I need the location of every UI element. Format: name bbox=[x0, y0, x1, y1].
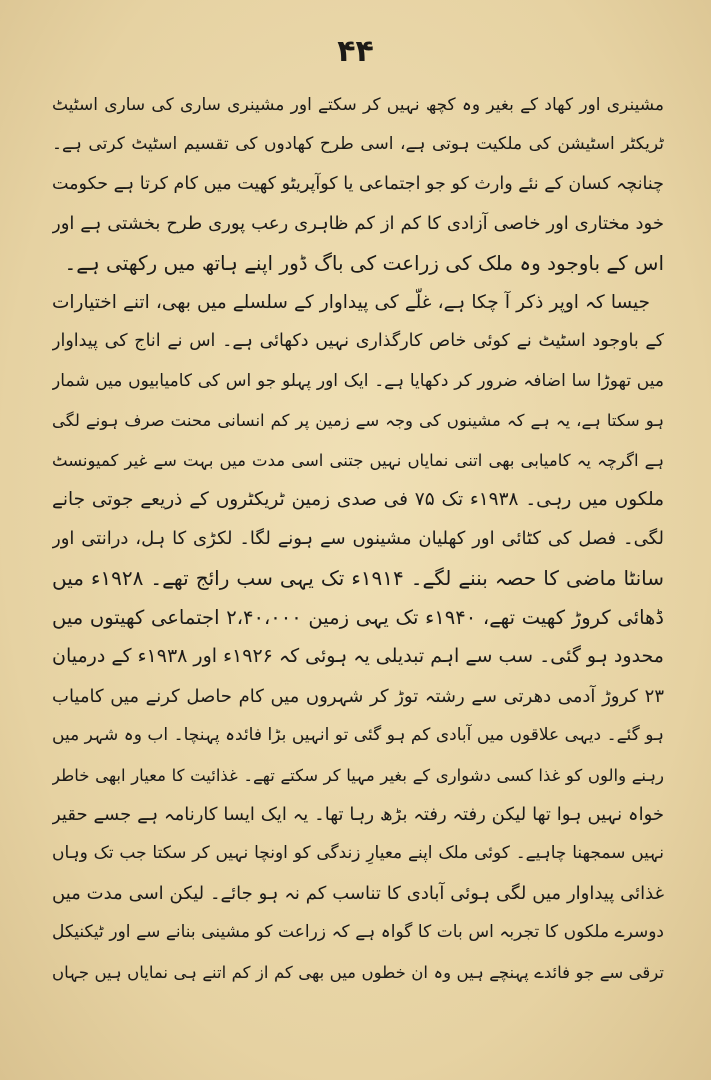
text-line: محدود ہو گئی۔ سب سے اہم تبدیلی یہ ہوئی کہ ۱۹۲۶ء اور ۱۹۳۸ء کے درمیان bbox=[52, 645, 664, 668]
text-line: ملکوں میں رہی۔ ۱۹۳۸ء تک ۷۵ فی صدی زمین ٹریکٹروں کے ذریعے جوتی جانے bbox=[52, 488, 664, 510]
text-line: کے باوجود اسٹیٹ نے کوئی خاص کارگذاری نہیں دکھائی ہے۔ اس نے اناج کی پیداوار bbox=[52, 331, 664, 352]
text-line: اس کے باوجود وہ ملک کی زراعت کی باگ ڈور اپنے ہاتھ میں رکھتی ہے۔ bbox=[64, 250, 664, 275]
text-line: ہو گئے۔ دیہی علاقوں میں آبادی کم ہو گئی تو انہیں بڑا فائدہ پہنچا۔ اب وہ شہر میں bbox=[52, 725, 664, 746]
text-line: مشینری اور کھاد کے بغیر وہ کچھ نہیں کر سکتے اور مشینری ساری کی ساری اسٹیٹ bbox=[52, 95, 664, 115]
text-line: سانٹا ماضی کا حصہ بننے لگے۔ ۱۹۱۴ء تک یہی سب رائج تھے۔ ۱۹۲۸ء میں bbox=[52, 565, 664, 590]
text-line: ہے اگرچہ یہ کامیابی بھی اتنی نمایاں نہیں جتنی اسی مدت میں بہت سے غیر کمیونسٹ bbox=[52, 450, 664, 470]
text-line: نہیں سمجھنا چاہیے۔ کوئی ملک اپنے معیارِ زندگی کو اونچا نہیں کر سکتا جب تک وہاں bbox=[52, 843, 664, 864]
page-number: ۴۴ bbox=[337, 34, 374, 69]
text-line: دوسرے ملکوں کا تجربہ اس بات کا گواہ ہے کہ زراعت کو مشینی بنانے سے اور ٹیکنیکل bbox=[52, 922, 664, 943]
text-line: ترقی سے جو فائدے پہنچے ہیں وہ ان خطوں میں بھی کم از کم اتنے ہی نمایاں ہیں جہاں bbox=[52, 962, 664, 982]
text-line: ٹریکٹر اسٹیشن کی ملکیت ہوتی ہے، اسی طرح کھادوں کی تقسیم اسٹیٹ کرتی ہے۔ bbox=[52, 134, 664, 155]
text-line: غذائی پیداوار میں لگی ہوئی آبادی کا تناسب کم نہ ہو جائے۔ لیکن اسی مدت میں bbox=[52, 882, 664, 904]
text-line: لگی۔ فصل کی کٹائی اور کھلیان مشینوں سے ہونے لگا۔ لکڑی کا ہل، درانتی اور bbox=[52, 528, 664, 550]
text-line: خواہ نہیں ہوا تھا لیکن رفتہ رفتہ بڑھ رہا تھا۔ یہ ایک ایسا کارنامہ ہے جسے حقیر bbox=[52, 804, 664, 826]
text-line: رہنے والوں کو غذا کسی دشواری کے بغیر مہیا کر سکتے تھے۔ غذائیت کا معیار ابھی خاطر bbox=[52, 765, 664, 785]
text-line: ڈھائی کروڑ کھیت تھے، ۱۹۴۰ء تک یہی زمین ۲،۴۰،۰۰۰ اجتماعی کھیتوں میں bbox=[52, 606, 664, 630]
text-line: ۲۳ کروڑ آدمی دھرتی سے رشتہ توڑ کر شہروں میں کام حاصل کرنے میں کامیاب bbox=[52, 685, 664, 707]
text-line: میں تھوڑا سا اضافہ ضرور کر دکھایا ہے۔ ایک اور پہلو جو اس کی کامیابیوں میں شمار bbox=[52, 370, 664, 391]
text-line: چنانچہ کسان کے نئے وارث کو جو اجتماعی یا کوآپریٹو کھیت میں کام کرتا ہے حکومت bbox=[52, 173, 664, 194]
text-line: جیسا کہ اوپر ذکر آ چکا ہے، غلّے کی پیداوار کے سلسلے میں بھی، اتنے اختیارات bbox=[52, 291, 650, 313]
text-line: ہو سکتا ہے، یہ ہے کہ مشینوں کی وجہ سے زمین پر کم انسانی محنت صرف ہونے لگی bbox=[52, 411, 664, 431]
body-text bbox=[52, 86, 664, 992]
text-line: خود مختاری اور خاصی آزادی کا کم از کم ظاہری رعب پوری طرح بخشتی ہے اور bbox=[52, 213, 664, 235]
